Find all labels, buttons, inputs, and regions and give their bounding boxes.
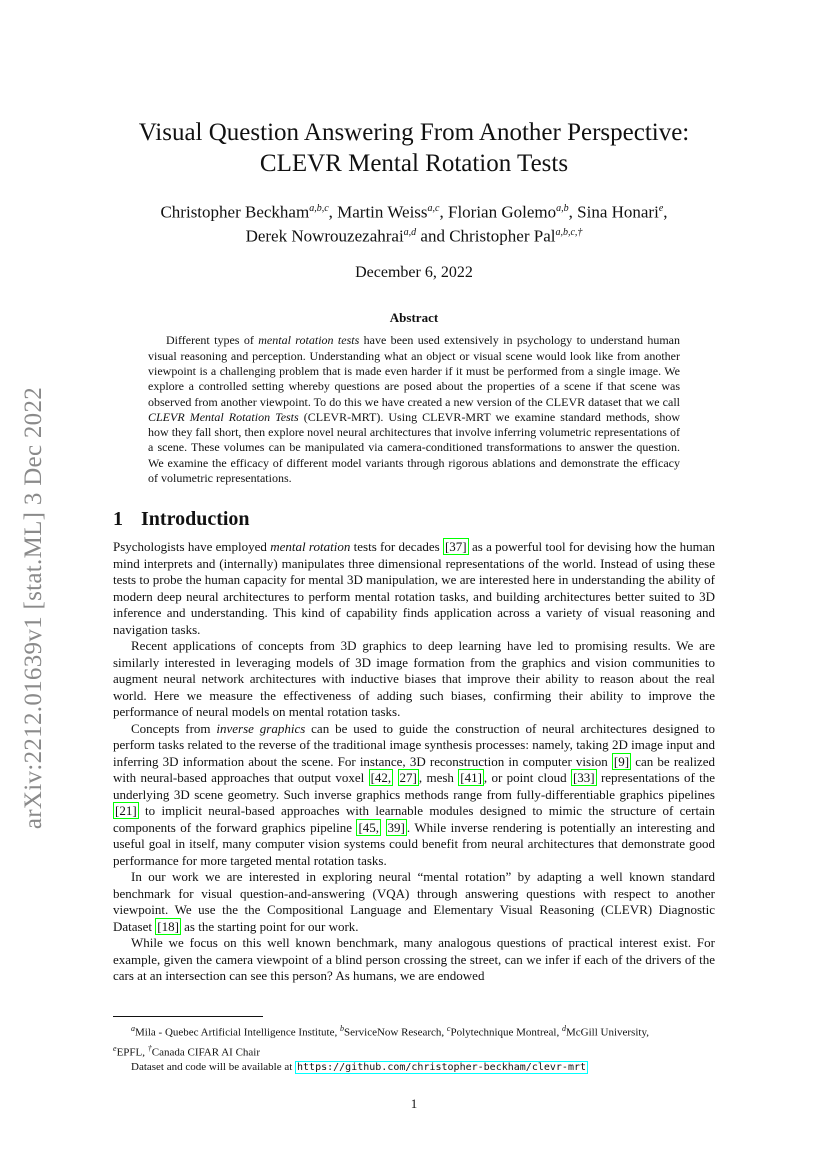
author-affiliation: a,b [556, 203, 569, 214]
author-name: Christopher Beckham [160, 202, 310, 222]
title-line-1: Visual Question Answering From Another Perspective: [138, 119, 690, 146]
text-run: , or point cloud [483, 770, 571, 786]
github-url-link[interactable]: https://github.com/christopher-beckham/clevr-mrt [297, 1062, 586, 1074]
author-name: Derek Nowrouzezahrai [245, 226, 404, 246]
author-separator: , [439, 202, 448, 222]
text-run: In our work we are interested in exploring neural “mental rotation” by adapting a well known standard benchmark for visual question-and-answering (VQA) through answering questions with respect to another viewpoint. We use the the Compositional Language and Elementary Visual Reasoning (CLEVR) Diagnostic Dataset [113, 869, 715, 934]
footnote-mark: c [446, 1024, 451, 1033]
arxiv-sidebar [12, 355, 56, 860]
introduction-body [113, 539, 715, 985]
abstract-heading: Abstract [389, 310, 439, 326]
author-separator: and [416, 226, 450, 246]
footnote-text: Dataset and code will be available at [131, 1061, 296, 1074]
author-name: Florian Golemo [448, 202, 557, 222]
text-run: Psychologists have employed [113, 539, 271, 555]
citation-link[interactable]: [33] [572, 770, 595, 786]
text-run: as the starting point for our work. [180, 918, 359, 934]
citation-link[interactable]: [21] [115, 803, 137, 819]
author-affiliation: a,d [403, 226, 417, 238]
author-separator: , [663, 202, 668, 222]
author-affiliation: e [658, 203, 664, 214]
footnote-rule [113, 1016, 263, 1017]
footnote-text: Polytechnique Montreal, [450, 1026, 562, 1039]
text-run: as a powerful tool for devising how the human mind interprets and (internally) manipulates three dimensional representations of the world. Instead of using these tests to probe the human capacity for mental 3D manipulation, we are interested here in understanding the ability of modern deep neural architectures to perform mental rotation tasks, and building architectures better suited to 3D inference and understanding. This kind of capability finds application across a variety of visual reasoning and navigation tasks. [113, 539, 715, 637]
text-run: can be used to guide the construction of neural architectures designed to perform tasks related to the reverse of the traditional image synthesis processes: namely, taking 2D image input and inferring 3D information about the scene. For instance, 3D reconstruction in computer vision [113, 720, 715, 769]
footnote-text: Mila - Quebec Artificial Intelligence Institute, [135, 1026, 340, 1039]
footnote-mark: e [113, 1043, 117, 1053]
footnote-mark: b [339, 1024, 344, 1033]
title-line-2: CLEVR Mental Rotation Tests [259, 150, 569, 177]
emphasis: mental rotation [270, 539, 351, 555]
author-affiliation: a,c [427, 203, 440, 214]
author-name: Christopher Pal [449, 226, 556, 246]
emphasis: inverse graphics [216, 720, 306, 736]
author-list [113, 199, 715, 246]
section-title: Introduction [141, 508, 250, 531]
citation-link[interactable]: [37] [444, 539, 467, 555]
abstract-emphasis: mental rotation tests [258, 333, 360, 348]
author-affiliation: a,b,c,† [555, 226, 583, 238]
author-name: Martin Weiss [337, 202, 428, 222]
abstract [148, 310, 680, 486]
section-number: 1 [113, 508, 123, 531]
paper-page [113, 0, 715, 985]
dataset-footnote [131, 1060, 715, 1075]
footnote-mark: a [131, 1024, 135, 1033]
text-run: representations of the underlying 3D scene geometry. Such inverse graphics methods range from fully-differentiable graphics pipelines [113, 770, 716, 802]
abstract-text-run: Different types of [166, 333, 259, 348]
footnote-text: ServiceNow Research, [343, 1026, 447, 1039]
author-affiliation: a,b,c [309, 203, 329, 214]
citation-link[interactable]: 39] [387, 819, 405, 835]
paragraph [113, 539, 715, 638]
citation-link[interactable]: 27] [399, 770, 417, 786]
paragraph [113, 869, 715, 935]
arxiv-stamp: arXiv:2212.01639v1 [stat.ML] 3 Dec 2022 [20, 386, 47, 829]
text-run: . While inverse rendering is potentially an interesting and useful goal in itself, many computer vision systems could benefit from neural architectures that demonstrate good performance for more targeted mental rotation tasks. [113, 819, 715, 868]
text-run: to implicit neural-based approaches with learnable modules designed to mimic the structure of certain components of the forward graphics pipeline [113, 803, 715, 835]
section-heading [113, 508, 715, 531]
page-number: 1 [410, 1096, 418, 1111]
paper-date: December 6, 2022 [355, 264, 473, 282]
paragraph [113, 721, 715, 870]
footnote-text: EPFL, [116, 1046, 148, 1059]
author-separator: , [568, 202, 578, 222]
paper-title [113, 117, 715, 179]
abstract-emphasis: CLEVR Mental Rotation Tests [148, 409, 299, 424]
text-run: can be realized with neural-based approaches that output voxel [113, 753, 715, 786]
footnotes [113, 1016, 715, 1075]
abstract-text-run: have been used extensively in psychology to understand human visual reasoning and perception. Understanding what an object or visual scene would look like from another viewpoint is a challenging problem that is made even harder if it must be performed from a single image. We explore a controlled setting whereby questions are posed about the properties of a scene if that scene was observed from another viewpoint. To do this we have created a new version of the CLEVR dataset that we call [148, 333, 680, 409]
footnote-text: McGill University, [565, 1026, 649, 1039]
footnote-mark: † [147, 1043, 152, 1053]
author-separator: , [328, 202, 338, 222]
affiliation-footnote [113, 1021, 715, 1060]
citation-link[interactable]: [45, [358, 819, 380, 835]
abstract-text-run: (CLEVR-MRT). Using CLEVR-MRT we examine standard methods, show how they fall short, then explore novel neural architectures that involve inferring volumetric representations of a scene. These volumes can be manipulated via camera-conditioned transformations to answer the question. We examine the efficacy of different model variants through rigorous ablations and demonstrate the efficacy of volumetric representations. [148, 409, 681, 485]
text-run: , mesh [418, 770, 459, 786]
text-run: tests for decades [350, 539, 443, 555]
paragraph: While we focus on this well known benchmark, many analogous questions of practical interest exist. For example, given the camera viewpoint of a blind person crossing the street, can we infer if each of the drivers of the cars at an intersection can see this person? As humans, we are endowed [113, 935, 715, 984]
footnote-text: Canada CIFAR AI Chair [151, 1046, 261, 1059]
author-name: Sina Honari [577, 202, 659, 222]
text-run: Concepts from [131, 720, 217, 736]
abstract-text [148, 333, 680, 486]
footnote-mark: d [561, 1024, 566, 1033]
citation-link[interactable]: [18] [157, 918, 179, 934]
citation-link[interactable]: [9] [613, 753, 630, 769]
paragraph: Recent applications of concepts from 3D graphics to deep learning have led to promising results. We are similarly interested in leveraging models of 3D image formation from the graphics and vision communities to augment neural network architectures with inductive biases that improve their ability to reason about the real world. Here we measure the effectiveness of adding such biases, confirming their ability to improve the performance of neural models on mental rotation tasks. [113, 638, 715, 720]
citation-link[interactable]: [41] [460, 770, 482, 786]
citation-link[interactable]: [42, [370, 770, 392, 786]
